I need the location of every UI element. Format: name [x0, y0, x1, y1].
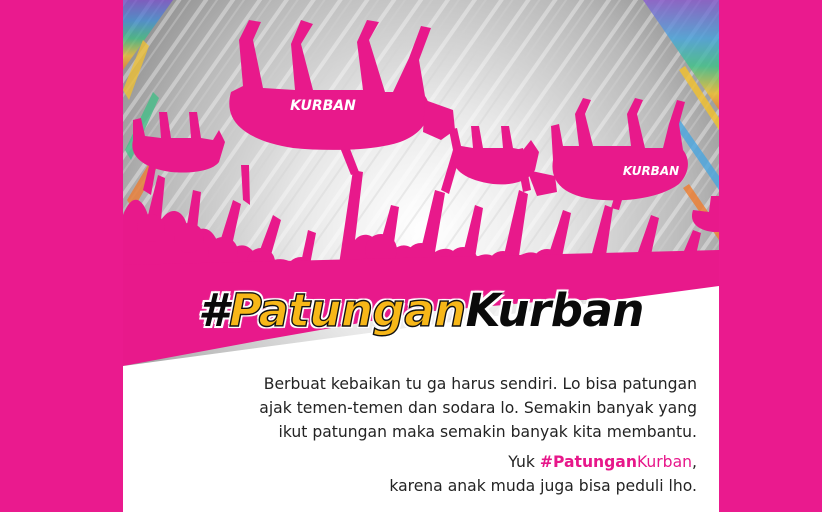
hashtag-headline: [123, 284, 719, 337]
cta-trail: ,: [692, 453, 697, 471]
kurban-label-left: KURBAN: [290, 98, 356, 114]
cta-hashtag-pink: #Patungan: [539, 453, 637, 471]
hashtag-symbol: #: [198, 284, 229, 337]
cow-label-right: [623, 164, 679, 178]
body-line-3: ikut patungan maka semakin banyak kita membantu.: [278, 423, 697, 441]
body-line-2: ajak temen-temen dan sodara lo. Semakin banyak yang: [259, 399, 697, 417]
body-copy: [177, 372, 697, 498]
kurban-poster: [123, 0, 719, 512]
hashtag-word-patungan: Patungan: [228, 284, 466, 337]
kurban-label-right: KURBAN: [622, 164, 680, 178]
cow-label-left: [290, 98, 356, 114]
cta-line: [177, 450, 697, 474]
hashtag-word-kurban: Kurban: [465, 284, 644, 337]
cta-lead: Yuk: [508, 453, 540, 471]
cta-hashtag-rest: Kurban: [636, 453, 693, 471]
cta-closing: karena anak muda juga bisa peduli lho.: [389, 477, 697, 495]
body-line-1: Berbuat kebaikan tu ga harus sendiri. Lo bisa patungan: [263, 375, 697, 393]
